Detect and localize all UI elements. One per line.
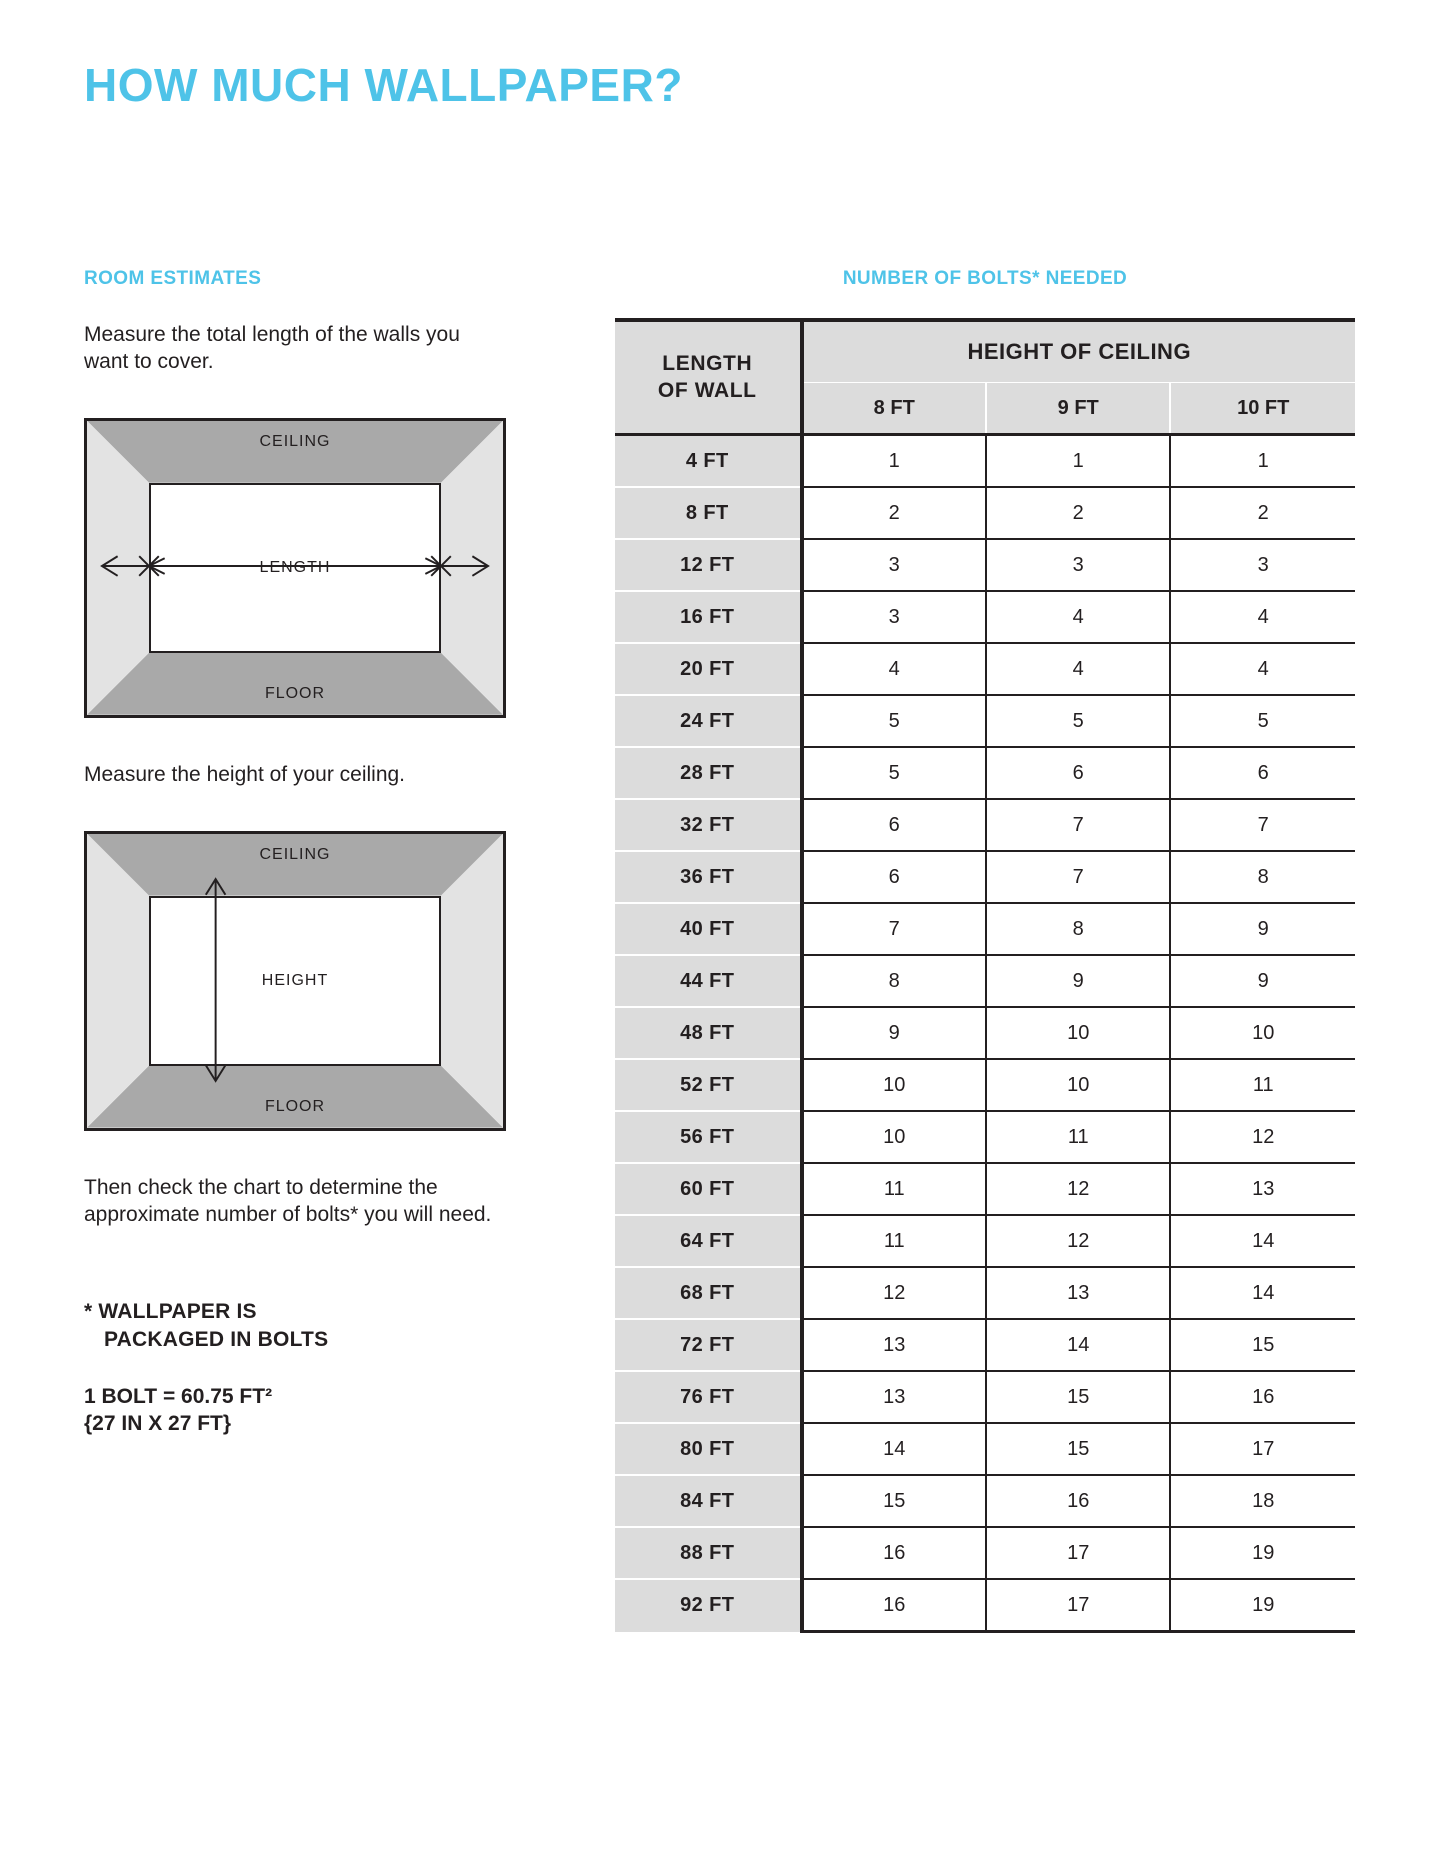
row-label-length: 80 FT (615, 1423, 802, 1475)
row-label-length: 4 FT (615, 435, 802, 488)
diagram2-height-label: HEIGHT (261, 971, 329, 989)
bolts-value: 10 (986, 1007, 1170, 1059)
row-label-length: 56 FT (615, 1111, 802, 1163)
bolt-dimensions-line: {27 IN X 27 FT} (84, 1412, 232, 1436)
bolts-value: 5 (802, 747, 986, 799)
row-label-length: 48 FT (615, 1007, 802, 1059)
row-label-length: 32 FT (615, 799, 802, 851)
row-label-length: 84 FT (615, 1475, 802, 1527)
step-1-text: Measure the total length of the walls you want to cover. (84, 323, 460, 373)
room-estimates-column (84, 268, 504, 1438)
bolts-value: 3 (986, 539, 1170, 591)
bolts-table (615, 318, 1355, 1633)
table-row (615, 591, 1355, 643)
bolts-value: 14 (802, 1423, 986, 1475)
bolts-value: 2 (1170, 487, 1355, 539)
bolts-value: 2 (986, 487, 1170, 539)
bolts-value: 9 (1170, 955, 1355, 1007)
bolts-value: 16 (802, 1579, 986, 1632)
table-row (615, 1163, 1355, 1215)
bolts-value: 17 (986, 1527, 1170, 1579)
bolts-value: 1 (1170, 435, 1355, 488)
table-row (615, 799, 1355, 851)
table-row (615, 1111, 1355, 1163)
row-header-length-of-wall (615, 320, 802, 435)
table-row (615, 1319, 1355, 1371)
bolts-value: 4 (802, 643, 986, 695)
bolts-value: 8 (1170, 851, 1355, 903)
bolts-value: 15 (986, 1371, 1170, 1423)
bolts-value: 14 (1170, 1215, 1355, 1267)
bolts-value: 6 (802, 799, 986, 851)
bolts-value: 4 (986, 643, 1170, 695)
table-row (615, 539, 1355, 591)
bolts-value: 7 (1170, 799, 1355, 851)
row-label-length: 20 FT (615, 643, 802, 695)
table-row (615, 1371, 1355, 1423)
table-row (615, 1527, 1355, 1579)
table-title: NUMBER OF BOLTS* NEEDED (842, 268, 1128, 289)
column-header-9ft: 9 FT (986, 383, 1170, 435)
step-3-text: Then check the chart to determine the approximate number of bolts* you will need. (84, 1175, 492, 1226)
bolts-value: 5 (802, 695, 986, 747)
footnote-line-1: * WALLPAPER IS (84, 1300, 257, 1324)
table-row (615, 1215, 1355, 1267)
bolts-value: 16 (1170, 1371, 1355, 1423)
table-body (615, 435, 1355, 1632)
bolts-value: 13 (1170, 1163, 1355, 1215)
bolts-value: 12 (986, 1163, 1170, 1215)
row-label-length: 24 FT (615, 695, 802, 747)
footnote-block (84, 1298, 504, 1353)
bolts-value: 13 (986, 1267, 1170, 1319)
bolts-value: 12 (986, 1215, 1170, 1267)
bolts-value: 11 (802, 1215, 986, 1267)
table-row (615, 955, 1355, 1007)
bolts-value: 13 (802, 1319, 986, 1371)
row-label-length: 28 FT (615, 747, 802, 799)
bolts-value: 10 (802, 1059, 986, 1111)
bolts-value: 12 (802, 1267, 986, 1319)
row-label-length: 16 FT (615, 591, 802, 643)
bolts-value: 11 (802, 1163, 986, 1215)
column-header-10ft: 10 FT (1170, 383, 1355, 435)
page-title: HOW MUCH WALLPAPER? (84, 59, 683, 111)
bolts-value: 15 (802, 1475, 986, 1527)
row-label-length: 36 FT (615, 851, 802, 903)
bolts-value: 17 (1170, 1423, 1355, 1475)
row-label-length: 64 FT (615, 1215, 802, 1267)
table-row (615, 1475, 1355, 1527)
row-label-length: 8 FT (615, 487, 802, 539)
table-head (615, 320, 1355, 435)
table-row (615, 903, 1355, 955)
row-label-length: 40 FT (615, 903, 802, 955)
bolts-table-section (615, 268, 1355, 1633)
diagram1-floor-label: FLOOR (264, 684, 326, 702)
bolts-value: 7 (986, 799, 1170, 851)
column-group-header: HEIGHT OF CEILING (802, 320, 1356, 383)
table-row (615, 1267, 1355, 1319)
diagram1-ceiling-label: CEILING (259, 432, 331, 450)
bolts-value: 4 (1170, 591, 1355, 643)
footnote-line-2: PACKAGED IN BOLTS (104, 1327, 329, 1351)
bolts-value: 5 (1170, 695, 1355, 747)
bolts-value: 10 (1170, 1007, 1355, 1059)
bolts-value: 12 (1170, 1111, 1355, 1163)
bolts-value: 18 (1170, 1475, 1355, 1527)
row-label-length: 68 FT (615, 1267, 802, 1319)
row-header-line-2: OF WALL (657, 378, 757, 402)
table-row (615, 747, 1355, 799)
bolts-value: 11 (1170, 1059, 1355, 1111)
bolts-value: 9 (1170, 903, 1355, 955)
bolts-value: 8 (802, 955, 986, 1007)
row-label-length: 72 FT (615, 1319, 802, 1371)
bolts-value: 3 (1170, 539, 1355, 591)
bolts-value: 11 (986, 1111, 1170, 1163)
table-row (615, 1579, 1355, 1632)
bolts-value: 16 (802, 1527, 986, 1579)
section-title-room-estimates: ROOM ESTIMATES (84, 268, 262, 289)
bolts-value: 1 (986, 435, 1170, 488)
row-label-length: 12 FT (615, 539, 802, 591)
diagram2-floor-label: FLOOR (264, 1097, 326, 1115)
bolts-value: 17 (986, 1579, 1170, 1632)
bolt-area-line: 1 BOLT = 60.75 FT² (84, 1384, 273, 1408)
room-diagram-length (84, 418, 506, 718)
bolts-value: 16 (986, 1475, 1170, 1527)
bolts-value: 4 (986, 591, 1170, 643)
row-label-length: 60 FT (615, 1163, 802, 1215)
table-row (615, 1007, 1355, 1059)
column-header-8ft: 8 FT (802, 383, 986, 435)
table-row (615, 487, 1355, 539)
diagram2-ceiling-label: CEILING (259, 845, 331, 863)
bolts-value: 6 (986, 747, 1170, 799)
bolts-value: 15 (986, 1423, 1170, 1475)
row-label-length: 44 FT (615, 955, 802, 1007)
bolts-value: 10 (986, 1059, 1170, 1111)
bolts-value: 3 (802, 591, 986, 643)
room-diagram-height (84, 831, 506, 1131)
bolts-value: 7 (986, 851, 1170, 903)
table-row (615, 851, 1355, 903)
bolt-size-block (84, 1383, 504, 1438)
row-label-length: 52 FT (615, 1059, 802, 1111)
table-row (615, 1423, 1355, 1475)
row-header-line-1: LENGTH (662, 352, 753, 376)
table-row (615, 1059, 1355, 1111)
row-label-length: 76 FT (615, 1371, 802, 1423)
bolts-value: 5 (986, 695, 1170, 747)
bolts-value: 13 (802, 1371, 986, 1423)
bolts-value: 9 (986, 955, 1170, 1007)
table-row (615, 435, 1355, 488)
bolts-value: 14 (1170, 1267, 1355, 1319)
bolts-value: 8 (986, 903, 1170, 955)
table-row (615, 643, 1355, 695)
bolts-value: 7 (802, 903, 986, 955)
diagram1-length-label: LENGTH (259, 558, 331, 576)
bolts-value: 15 (1170, 1319, 1355, 1371)
bolts-value: 6 (1170, 747, 1355, 799)
bolts-value: 4 (1170, 643, 1355, 695)
step-2-text: Measure the height of your ceiling. (84, 762, 406, 786)
bolts-value: 19 (1170, 1527, 1355, 1579)
bolts-value: 2 (802, 487, 986, 539)
bolts-value: 19 (1170, 1579, 1355, 1632)
bolts-value: 6 (802, 851, 986, 903)
bolts-value: 10 (802, 1111, 986, 1163)
bolts-value: 14 (986, 1319, 1170, 1371)
row-label-length: 88 FT (615, 1527, 802, 1579)
bolts-value: 3 (802, 539, 986, 591)
row-label-length: 92 FT (615, 1579, 802, 1632)
bolts-value: 1 (802, 435, 986, 488)
table-row (615, 695, 1355, 747)
bolts-value: 9 (802, 1007, 986, 1059)
